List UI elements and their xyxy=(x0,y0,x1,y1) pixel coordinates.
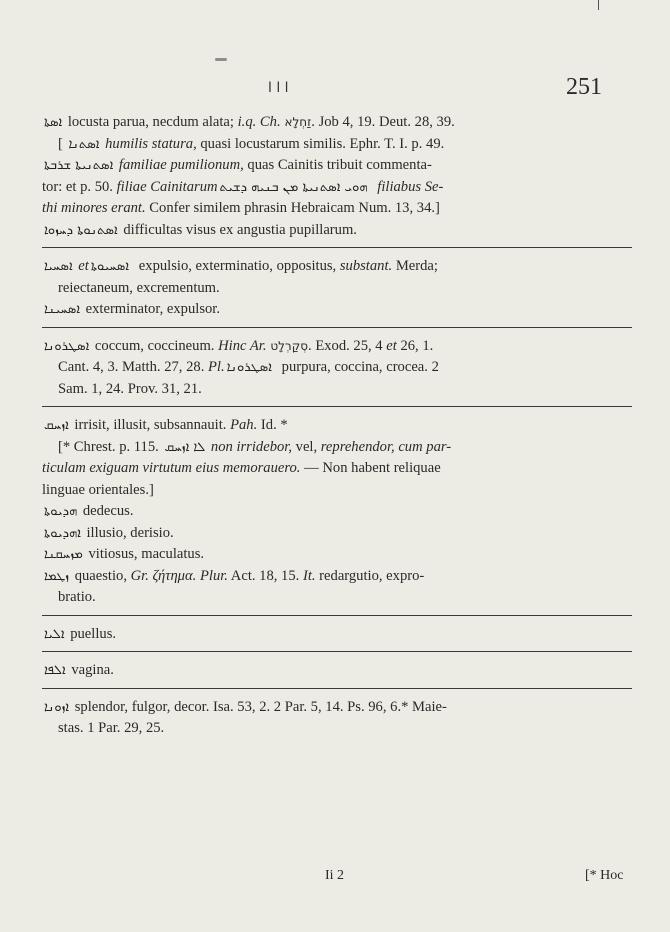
entry-line xyxy=(42,299,632,321)
gloss-text: locusta parua, necdum alata; xyxy=(64,114,238,130)
syriac-headword: ܐܣܛܪܘܢܐ xyxy=(226,360,277,375)
syriac-headword: ܐܗܕܝܘܬܐ xyxy=(44,525,81,541)
italic-text: filiae Cainitarum xyxy=(116,178,218,195)
italic-text: familiae pumilionum, xyxy=(115,157,244,173)
entry-divider xyxy=(42,688,632,689)
dictionary-entry xyxy=(42,660,632,682)
entry-line xyxy=(42,660,632,682)
gloss-text: . Exod. 25, 4 xyxy=(308,337,387,354)
syriac-headword: ܐܣܬܐ xyxy=(44,115,63,130)
syriac-headword: ܠܐ ܐܙܚܩ xyxy=(164,439,206,455)
signature-mark: Ii 2 xyxy=(325,868,345,883)
italic-text: i.q. Ch. xyxy=(237,114,281,130)
entry-line xyxy=(42,480,632,502)
syriac-headword: ܐܙܘܢܐ xyxy=(44,699,70,715)
italic-text: humilis statura, xyxy=(101,135,197,152)
entry-line xyxy=(42,256,632,278)
italic-text: non irridebor, xyxy=(207,438,292,455)
gloss-text: quasi locustarum similis. Ephr. T. I. p. 49. xyxy=(196,135,445,152)
entry-divider xyxy=(42,247,632,248)
italic-text: thi minores erant. xyxy=(42,200,146,216)
entry-line xyxy=(42,544,632,566)
entry-line xyxy=(42,501,632,523)
gloss-text: bratio. xyxy=(58,589,96,605)
entry-list xyxy=(42,112,632,740)
running-title: ا ا ا xyxy=(268,80,289,96)
gloss-text: linguae orientales.] xyxy=(42,481,154,498)
entry-line xyxy=(42,697,632,719)
italic-text: ζήτημα. xyxy=(148,567,197,584)
gloss-text: [ xyxy=(58,135,67,152)
dictionary-entry xyxy=(42,415,632,609)
italic-text: filiabus Se- xyxy=(373,178,444,195)
entry-divider xyxy=(42,406,632,407)
syriac-headword: ܡܙܚܩܢܐ xyxy=(44,547,83,562)
margin-mark xyxy=(598,0,599,10)
italic-text: substant. xyxy=(339,258,393,274)
gloss-text: Merda; xyxy=(392,258,438,274)
italic-text: Pah. xyxy=(230,417,258,433)
entry-line xyxy=(42,718,632,740)
gloss-text: reiectaneum, excrementum. xyxy=(58,279,220,296)
gloss-text: coccum, coccineum. xyxy=(91,337,219,354)
syriac-headword: ܐܣܬܢܐ xyxy=(68,136,100,152)
italic-text: It. xyxy=(302,567,316,584)
entry-line xyxy=(42,458,632,480)
gloss-text: Id. * xyxy=(257,417,288,433)
dictionary-entry xyxy=(42,112,632,241)
gloss-text: [* Chrest. p. 115. xyxy=(58,438,163,455)
gloss-text: illusio, derisio. xyxy=(82,524,174,541)
italic-text: et xyxy=(74,258,89,274)
syriac-headword: ܐܣܚܝܐ xyxy=(44,259,73,274)
gloss-text: vel, xyxy=(292,438,321,455)
gloss-text: purpura, coccina, crocea. 2 xyxy=(278,359,439,375)
page-number: 251 xyxy=(566,74,602,100)
gloss-text: quas Cainitis tribuit commenta- xyxy=(243,157,432,173)
syriac-headword: ܙܛܡܐ xyxy=(44,568,70,584)
entry-line xyxy=(42,336,632,358)
syriac-headword: ܐܠܦܐ xyxy=(44,663,66,678)
gloss-text: — Non habent reliquae xyxy=(300,460,441,476)
gloss-text: . Job 4, 19. Deut. 28, 39. xyxy=(311,114,455,130)
entry-line xyxy=(42,415,632,437)
entry-line xyxy=(42,437,632,459)
entry-line xyxy=(42,357,632,379)
entry-line xyxy=(42,155,632,177)
syriac-headword: ܐܙܚܩ xyxy=(44,418,69,433)
gloss-text: puellus. xyxy=(66,625,117,642)
gloss-text: vitiosus, maculatus. xyxy=(84,546,205,562)
dictionary-entry xyxy=(42,336,632,401)
gloss-text: Sam. 1, 24. Prov. 31, 21. xyxy=(58,380,202,397)
gloss-text: Confer similem phrasin Hebraicam Num. 13, 34.] xyxy=(145,200,440,216)
italic-text: et xyxy=(386,337,397,354)
gloss-text: Act. 18, 15. xyxy=(227,567,303,584)
entry-line xyxy=(42,134,632,156)
gloss-text: vagina. xyxy=(67,662,114,678)
italic-text: Gr. xyxy=(130,567,149,584)
catchword: [* Hoc xyxy=(585,868,624,883)
italic-text: ticulam exiguam virtutum eius memorauero. xyxy=(42,460,301,476)
italic-text: Hinc Ar. xyxy=(218,337,267,354)
italic-text: Plur. xyxy=(196,567,228,584)
syriac-headword: ܗܘܝ ܐܣܬܢܝܬܐ ܡܢ ܒܢܝܗ ܕܫܝܬ xyxy=(219,179,372,195)
entry-line xyxy=(42,220,632,242)
syriac-headword: ܐܣܚܝܘܬܐ xyxy=(90,259,134,274)
entry-line xyxy=(42,278,632,300)
syriac-headword: ܐܣܬܢܘܬܐ ܕܚܙܘܐ xyxy=(44,222,118,238)
dictionary-entry xyxy=(42,697,632,740)
gloss-text: redargutio, expro- xyxy=(315,567,425,584)
entry-divider xyxy=(42,327,632,328)
hebrew-word: סְקַרְלָט xyxy=(266,338,309,353)
syriac-headword: ܗܕܝܘܬܐ xyxy=(44,504,78,519)
entry-line xyxy=(42,112,632,134)
gloss-text: quaestio, xyxy=(71,567,131,584)
entry-line xyxy=(42,379,632,401)
italic-text: Pl. xyxy=(208,359,225,375)
entry-divider xyxy=(42,615,632,616)
gloss-text: difficultas visus ex angustia pupillarum. xyxy=(119,221,357,238)
syriac-headword: ܐܣܛܪܘܢܐ xyxy=(44,338,90,354)
italic-text: reprehendor, cum par- xyxy=(320,438,452,455)
gloss-text: exterminator, expulsor. xyxy=(81,301,221,317)
gloss-text: stas. 1 Par. 29, 25. xyxy=(58,720,165,736)
entry-line xyxy=(42,587,632,609)
dictionary-entry xyxy=(42,624,632,646)
gloss-text: splendor, fulgor, decor. Isa. 53, 2. 2 Par. 5, 14. Ps. 96, 6.* Maie- xyxy=(71,698,447,715)
page-header xyxy=(0,72,670,102)
syriac-headword: ܐܣܬܢܝܬܐ ܫܪܒܬܐ xyxy=(44,158,114,173)
entry-line xyxy=(42,198,632,220)
syriac-headword: ܐܣܚܝܢܐ xyxy=(44,302,80,317)
dictionary-entry xyxy=(42,256,632,321)
gloss-text: dedecus. xyxy=(79,503,134,519)
entry-line xyxy=(42,624,632,646)
entry-line xyxy=(42,177,632,199)
gloss-text: tor: et p. 50. xyxy=(42,178,117,195)
gloss-text: expulsio, exterminatio, oppositus, xyxy=(135,258,340,274)
syriac-headword: ܐܠܝܐ xyxy=(44,626,65,642)
gloss-text: 26, 1. xyxy=(396,337,434,354)
entry-line xyxy=(42,523,632,545)
entry-divider xyxy=(42,651,632,652)
hebrew-word: זַחְלָא xyxy=(280,115,312,129)
gloss-text: irrisit, illusit, subsannauit. xyxy=(70,417,231,433)
entry-line xyxy=(42,566,632,588)
gloss-text: Cant. 4, 3. Matth. 27, 28. xyxy=(58,359,208,375)
ink-smudge xyxy=(215,58,227,61)
